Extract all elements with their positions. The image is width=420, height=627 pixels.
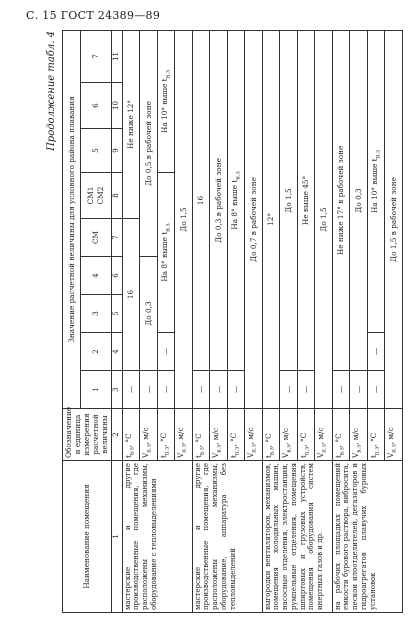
designation-cell: $t_{п.з}$, °С xyxy=(367,409,385,461)
header-col: СМ1 СМ2 xyxy=(80,173,111,219)
value-cell: На 10° выше $t_{н.з}$ xyxy=(367,30,385,332)
room-name-cell: выгородки вентиляторов, механизмов, помещения холодильных машин, насосные отделения, электростанции, румпельные отделения, помещения шпиртовых и грузовых устройств, помещения оборудования систем инертных газов и др. xyxy=(262,461,332,613)
value-cell: — xyxy=(350,371,368,409)
page-header: С. 15 ГОСТ 24389—89 xyxy=(26,9,161,22)
column-number: 9 xyxy=(111,129,122,173)
value-cell: Не ниже 12° xyxy=(122,30,140,218)
value-cell: — xyxy=(367,371,385,409)
header-col: 5 xyxy=(80,129,111,173)
column-number: 3 xyxy=(111,371,122,409)
value-cell: — xyxy=(297,371,315,409)
table-row xyxy=(122,30,140,612)
header-col: 2 xyxy=(80,333,111,371)
table-row xyxy=(332,30,350,612)
room-name-cell: на рабочих площадках помещений емкости бурового раствора, вибросита, пескои илоотделителей, дегазаторов и гидроагрегатов плавучих буровых установок xyxy=(332,461,402,613)
rotated-table-block xyxy=(46,31,398,613)
designation-cell: $V_{п.з}$, м/с xyxy=(245,409,263,461)
column-number: 5 xyxy=(111,295,122,333)
column-number: 10 xyxy=(111,83,122,129)
value-cell: До 1,5 xyxy=(175,30,193,408)
header-col: 4 xyxy=(80,257,111,295)
header-designation: Обозначение и единица измерения расчетной величины xyxy=(63,409,112,461)
designation-cell: $t_{п.з}$, °С xyxy=(157,409,175,461)
value-cell: До 0,7 в рабочей зоне xyxy=(245,30,263,408)
header-values-group: Значение расчетной величины для условного района плавания xyxy=(63,30,81,408)
designation-cell: $V_{в.з}$, м/с xyxy=(210,409,228,461)
value-cell: До 1,5 xyxy=(315,30,333,408)
value-cell: — xyxy=(192,371,210,409)
header-col: СМ xyxy=(80,219,111,257)
column-number: 11 xyxy=(111,30,122,82)
value-cell: 12° xyxy=(262,30,280,408)
value-cell: — xyxy=(367,333,385,371)
data-table xyxy=(62,30,403,613)
value-cell: До 1,5 в рабочей зоне xyxy=(385,30,403,408)
value-cell: До 0,3 xyxy=(350,30,368,370)
value-cell: Не выше 45° xyxy=(297,30,315,370)
value-cell: На 10° выше $t_{н.з}$ xyxy=(157,30,175,172)
value-cell: На 8° выше $t_{н.з}$ xyxy=(227,30,245,370)
value-cell: До 0,3 xyxy=(140,257,158,371)
value-cell: — xyxy=(122,371,140,409)
value-cell: — xyxy=(210,371,228,409)
table-row xyxy=(192,30,210,612)
designation-cell: $t_{в.з}$, °С xyxy=(122,409,140,461)
value-cell: На 8° выше $t_{н.з}$ xyxy=(157,173,175,333)
designation-cell: $V_{в.з}$, м/с xyxy=(280,409,298,461)
designation-cell: $t_{в.з}$, °С xyxy=(262,409,280,461)
value-cell: 16 xyxy=(122,219,140,371)
column-number: 2 xyxy=(111,409,122,461)
header-col: 1 xyxy=(80,371,111,409)
column-number: 1 xyxy=(111,461,122,613)
table-body xyxy=(122,30,402,612)
value-cell: — xyxy=(280,371,298,409)
room-name-cell: мастерские и другие производственные помещения, где расположены механизмы, оборудование, аппаратура без тепловыделений xyxy=(192,461,262,613)
value-cell: До 0,3 в рабочей зоне xyxy=(210,30,228,370)
designation-cell: $V_{п.з}$, м/с xyxy=(385,409,403,461)
value-cell: До 0,5 в рабочей зоне xyxy=(140,30,158,256)
column-numbers-row xyxy=(111,30,122,612)
value-cell: — xyxy=(157,333,175,371)
designation-cell: $V_{п.з}$, м/с xyxy=(140,409,158,461)
value-cell: 16 xyxy=(192,30,210,370)
continuation-label: Продолжение табл. 4 xyxy=(46,31,57,151)
designation-cell: $V_{п.з}$, м/с xyxy=(175,409,193,461)
value-cell: — xyxy=(332,371,350,409)
header-col: 7 xyxy=(80,30,111,82)
column-number: 8 xyxy=(111,173,122,219)
column-number: 6 xyxy=(111,257,122,295)
designation-cell: $t_{п.з}$, °С xyxy=(297,409,315,461)
table-row xyxy=(262,30,280,612)
designation-cell: $V_{п.з}$, м/с xyxy=(315,409,333,461)
header-room: Наименование помещения xyxy=(63,461,112,613)
room-name-cell: мастерские и другие производственные помещения, где расположены механизмы, оборудование с тепловыделениями xyxy=(122,461,192,613)
column-number: 7 xyxy=(111,219,122,257)
column-number: 4 xyxy=(111,333,122,371)
header-col: 6 xyxy=(80,83,111,129)
value-cell: Не ниже 17° в рабочей зоне xyxy=(332,30,350,370)
header-col: 3 xyxy=(80,295,111,333)
value-cell: — xyxy=(157,371,175,409)
designation-cell: $t_{в.з}$, °С xyxy=(332,409,350,461)
designation-cell: $V_{в.з}$, м/с xyxy=(350,409,368,461)
designation-cell: $t_{п.з}$, °С xyxy=(227,409,245,461)
value-cell: — xyxy=(227,371,245,409)
designation-cell: $t_{в.з}$, °С xyxy=(192,409,210,461)
value-cell: — xyxy=(140,371,158,409)
value-cell: До 1,5 xyxy=(280,30,298,370)
